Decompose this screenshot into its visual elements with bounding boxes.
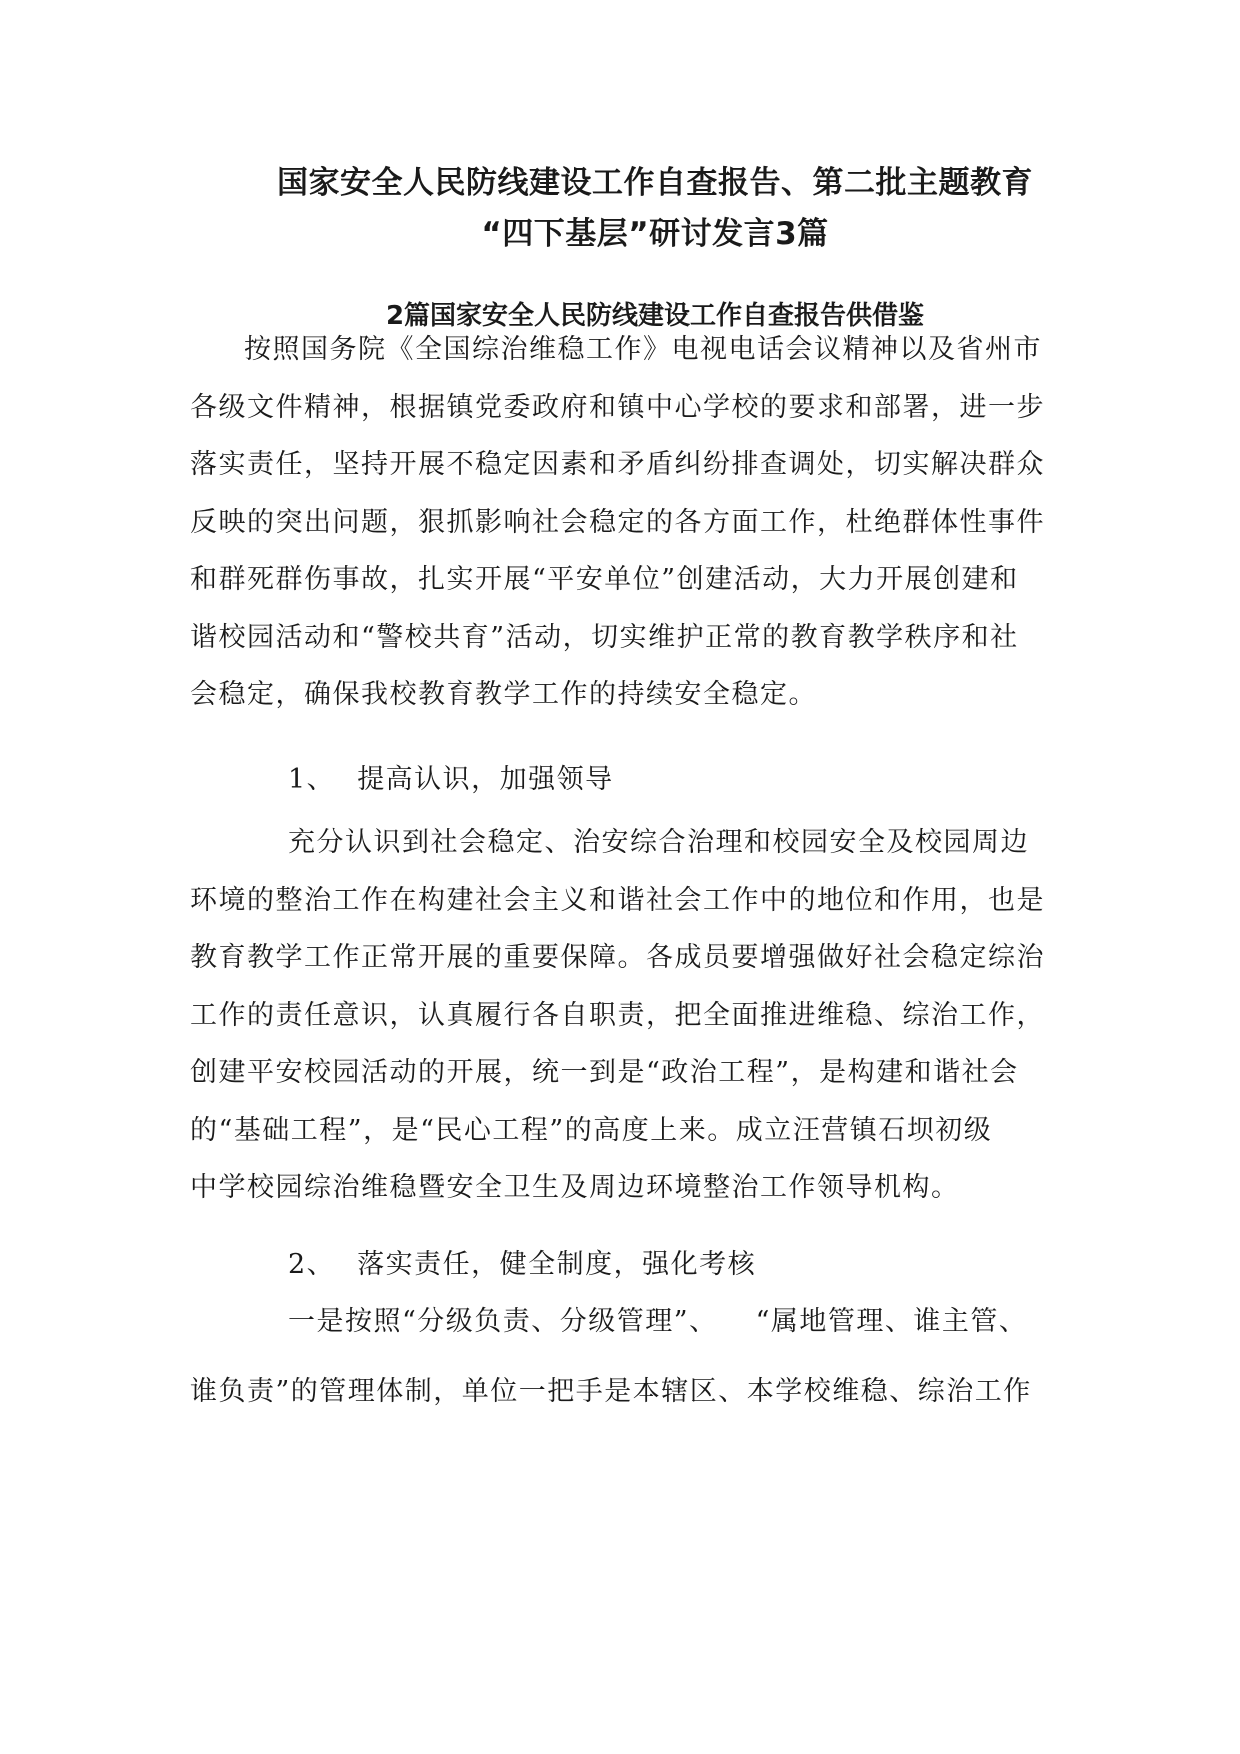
paragraph-line: 会稳定，确保我校教育教学工作的持续安全稳定。 [190,679,817,710]
section-heading-2 [190,1236,1040,1294]
paragraph-line: 中学校园综治维稳暨安全卫生及周边环境整治工作领导机构。 [190,1172,960,1203]
title-line-2: “四下基层”研讨发言3篇 [481,216,829,252]
paragraph-line: 反映的突出问题，狠抓影响社会稳定的各方面工作，杜绝群体性事件 [190,506,1045,538]
text-span: “属地管理、谁主管、 [755,1306,1028,1337]
section-title: 提高认识，加强领导 [357,764,614,795]
paragraph-line: 教育教学工作正常开展的重要保障。各成员要增强做好社会稳定综治 [190,942,1045,973]
paragraph-line: 创建平安校园活动的开展，统一到是“政治工程”，是构建和谐社会 [190,1057,1019,1088]
paragraph-line: 按照国务院《全国综治维稳工作》电视电话会议精神以及省州市 [244,334,1042,365]
paragraph-line: 工作的责任意识，认真履行各自职责，把全面推进维稳、综治工作， [190,999,1045,1031]
section-number: 1、 [288,764,336,795]
paragraph-line: 的“基础工程”，是“民心工程”的高度上来。成立汪营镇石坝初级 [190,1114,993,1146]
paragraph-line [190,1287,1040,1357]
section-heading-1 [190,751,1040,809]
document-title [190,158,1120,260]
paragraph-awareness [190,814,1045,1217]
paragraph-line: 环境的整治工作在构建社会主义和谐社会工作中的地位和作用，也是 [190,884,1045,916]
paragraph-line: 充分认识到社会稳定、治安综合治理和校园安全及校园周边 [288,827,1029,858]
section-title: 落实责任，健全制度，强化考核 [357,1249,757,1280]
section-number: 2、 [288,1249,336,1280]
paragraph-line: 各级文件精神，根据镇党委政府和镇中心学校的要求和部署，进一步 [190,391,1045,423]
text-span: 一是按照“分级负责、分级管理”、 [288,1306,718,1337]
paragraph-intro [190,321,1045,724]
paragraph-line: 谐校园活动和“警校共育”活动，切实维护正常的教育教学秩序和社 [190,621,1019,653]
paragraph-line: 和群死群伤事故，扎实开展“平安单位”创建活动，大力开展创建和 [190,564,1019,595]
title-line-1: 国家安全人民防线建设工作自查报告、第二批主题教育 [277,165,1033,201]
paragraph-line: 落实责任，坚持开展不稳定因素和矛盾纠纷排查调处，切实解决群众 [190,449,1045,480]
section-subtitle: 2篇国家安全人民防线建设工作自查报告供借鉴 [385,301,925,331]
paragraph-responsibility [190,1287,1040,1427]
paragraph-line: 谁负责”的管理体制，单位一把手是本辖区、本学校维稳、综治工作 [190,1376,1032,1407]
